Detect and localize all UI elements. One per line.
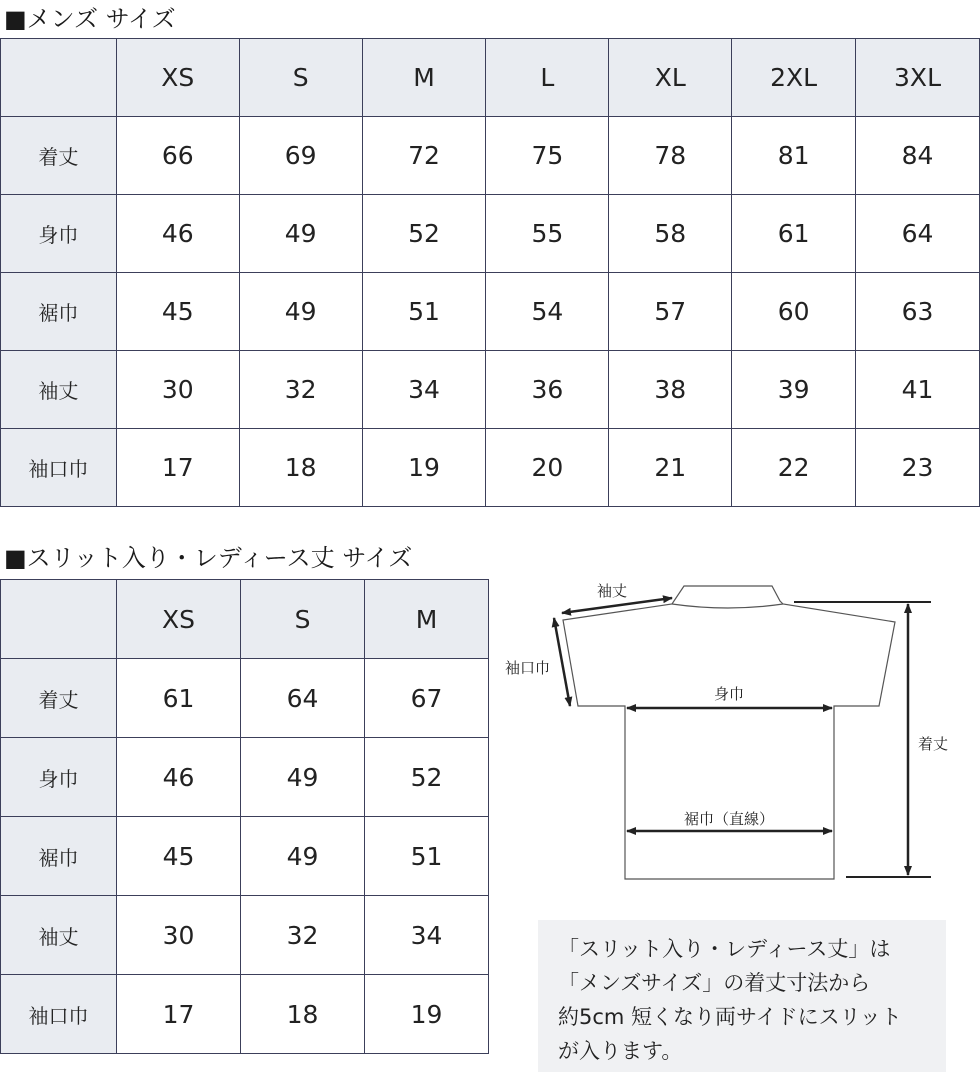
value-cell: 64 bbox=[241, 659, 365, 738]
tshirt-outline bbox=[563, 586, 895, 879]
value-cell: 17 bbox=[117, 975, 241, 1054]
value-cell: 78 bbox=[609, 117, 732, 195]
value-cell: 81 bbox=[732, 117, 856, 195]
value-cell: 34 bbox=[362, 351, 486, 429]
value-cell: 54 bbox=[486, 273, 609, 351]
value-cell: 19 bbox=[365, 975, 489, 1054]
value-cell: 66 bbox=[116, 117, 239, 195]
size-header: 3XL bbox=[856, 39, 980, 117]
value-cell: 72 bbox=[362, 117, 486, 195]
value-cell: 45 bbox=[117, 817, 241, 896]
value-cell: 75 bbox=[486, 117, 609, 195]
note-line: が入ります。 bbox=[558, 1039, 683, 1063]
value-cell: 30 bbox=[117, 896, 241, 975]
ladies-title: ■スリット入り・レディース丈 サイズ bbox=[4, 544, 413, 572]
value-cell: 41 bbox=[856, 351, 980, 429]
value-cell: 84 bbox=[856, 117, 980, 195]
value-cell: 63 bbox=[856, 273, 980, 351]
value-cell: 38 bbox=[609, 351, 732, 429]
row-label: 袖口巾 bbox=[1, 975, 117, 1054]
value-cell: 32 bbox=[241, 896, 365, 975]
row-label: 身巾 bbox=[1, 738, 117, 817]
value-cell: 55 bbox=[486, 195, 609, 273]
value-cell: 60 bbox=[732, 273, 856, 351]
cuff-width-label: 袖口巾 bbox=[505, 659, 551, 677]
size-header: XS bbox=[117, 580, 241, 659]
value-cell: 18 bbox=[241, 975, 365, 1054]
row-label: 着丈 bbox=[1, 659, 117, 738]
note-line: 約5cm 短くなり両サイドにスリット bbox=[558, 1005, 902, 1029]
value-cell: 58 bbox=[609, 195, 732, 273]
row-label: 袖丈 bbox=[1, 351, 117, 429]
value-cell: 17 bbox=[116, 429, 239, 507]
value-cell: 21 bbox=[609, 429, 732, 507]
value-cell: 23 bbox=[856, 429, 980, 507]
value-cell: 46 bbox=[116, 195, 239, 273]
row-label: 裾巾 bbox=[1, 817, 117, 896]
value-cell: 61 bbox=[117, 659, 241, 738]
value-cell: 67 bbox=[365, 659, 489, 738]
value-cell: 49 bbox=[241, 738, 365, 817]
size-header: L bbox=[486, 39, 609, 117]
value-cell: 18 bbox=[239, 429, 362, 507]
row-label: 裾巾 bbox=[1, 273, 117, 351]
size-header: M bbox=[362, 39, 486, 117]
size-header: S bbox=[241, 580, 365, 659]
value-cell: 52 bbox=[362, 195, 486, 273]
size-header: 2XL bbox=[732, 39, 856, 117]
hem-width-label: 裾巾（直線） bbox=[684, 810, 775, 828]
value-cell: 69 bbox=[239, 117, 362, 195]
value-cell: 22 bbox=[732, 429, 856, 507]
value-cell: 46 bbox=[117, 738, 241, 817]
size-header: XS bbox=[116, 39, 239, 117]
value-cell: 32 bbox=[239, 351, 362, 429]
row-label: 着丈 bbox=[1, 117, 117, 195]
value-cell: 39 bbox=[732, 351, 856, 429]
value-cell: 34 bbox=[365, 896, 489, 975]
row-label: 袖口巾 bbox=[1, 429, 117, 507]
value-cell: 20 bbox=[486, 429, 609, 507]
size-header: XL bbox=[609, 39, 732, 117]
slit-note-box bbox=[538, 920, 946, 1072]
value-cell: 61 bbox=[732, 195, 856, 273]
value-cell: 51 bbox=[365, 817, 489, 896]
row-label: 袖丈 bbox=[1, 896, 117, 975]
value-cell: 51 bbox=[362, 273, 486, 351]
value-cell: 57 bbox=[609, 273, 732, 351]
size-header: S bbox=[239, 39, 362, 117]
body-width-label: 身巾 bbox=[714, 685, 745, 703]
row-label: 身巾 bbox=[1, 195, 117, 273]
value-cell: 36 bbox=[486, 351, 609, 429]
value-cell: 64 bbox=[856, 195, 980, 273]
note-line: 「メンズサイズ」の着丈寸法から bbox=[558, 971, 871, 995]
value-cell: 45 bbox=[116, 273, 239, 351]
sleeve-length-label: 袖丈 bbox=[597, 582, 628, 600]
value-cell: 49 bbox=[241, 817, 365, 896]
value-cell: 19 bbox=[362, 429, 486, 507]
value-cell: 49 bbox=[239, 273, 362, 351]
length-label: 着丈 bbox=[918, 735, 949, 753]
size-header: M bbox=[365, 580, 489, 659]
value-cell: 30 bbox=[116, 351, 239, 429]
mens-title: ■メンズ サイズ bbox=[4, 5, 176, 33]
value-cell: 49 bbox=[239, 195, 362, 273]
note-line: 「スリット入り・レディース丈」は bbox=[558, 937, 891, 961]
value-cell: 52 bbox=[365, 738, 489, 817]
